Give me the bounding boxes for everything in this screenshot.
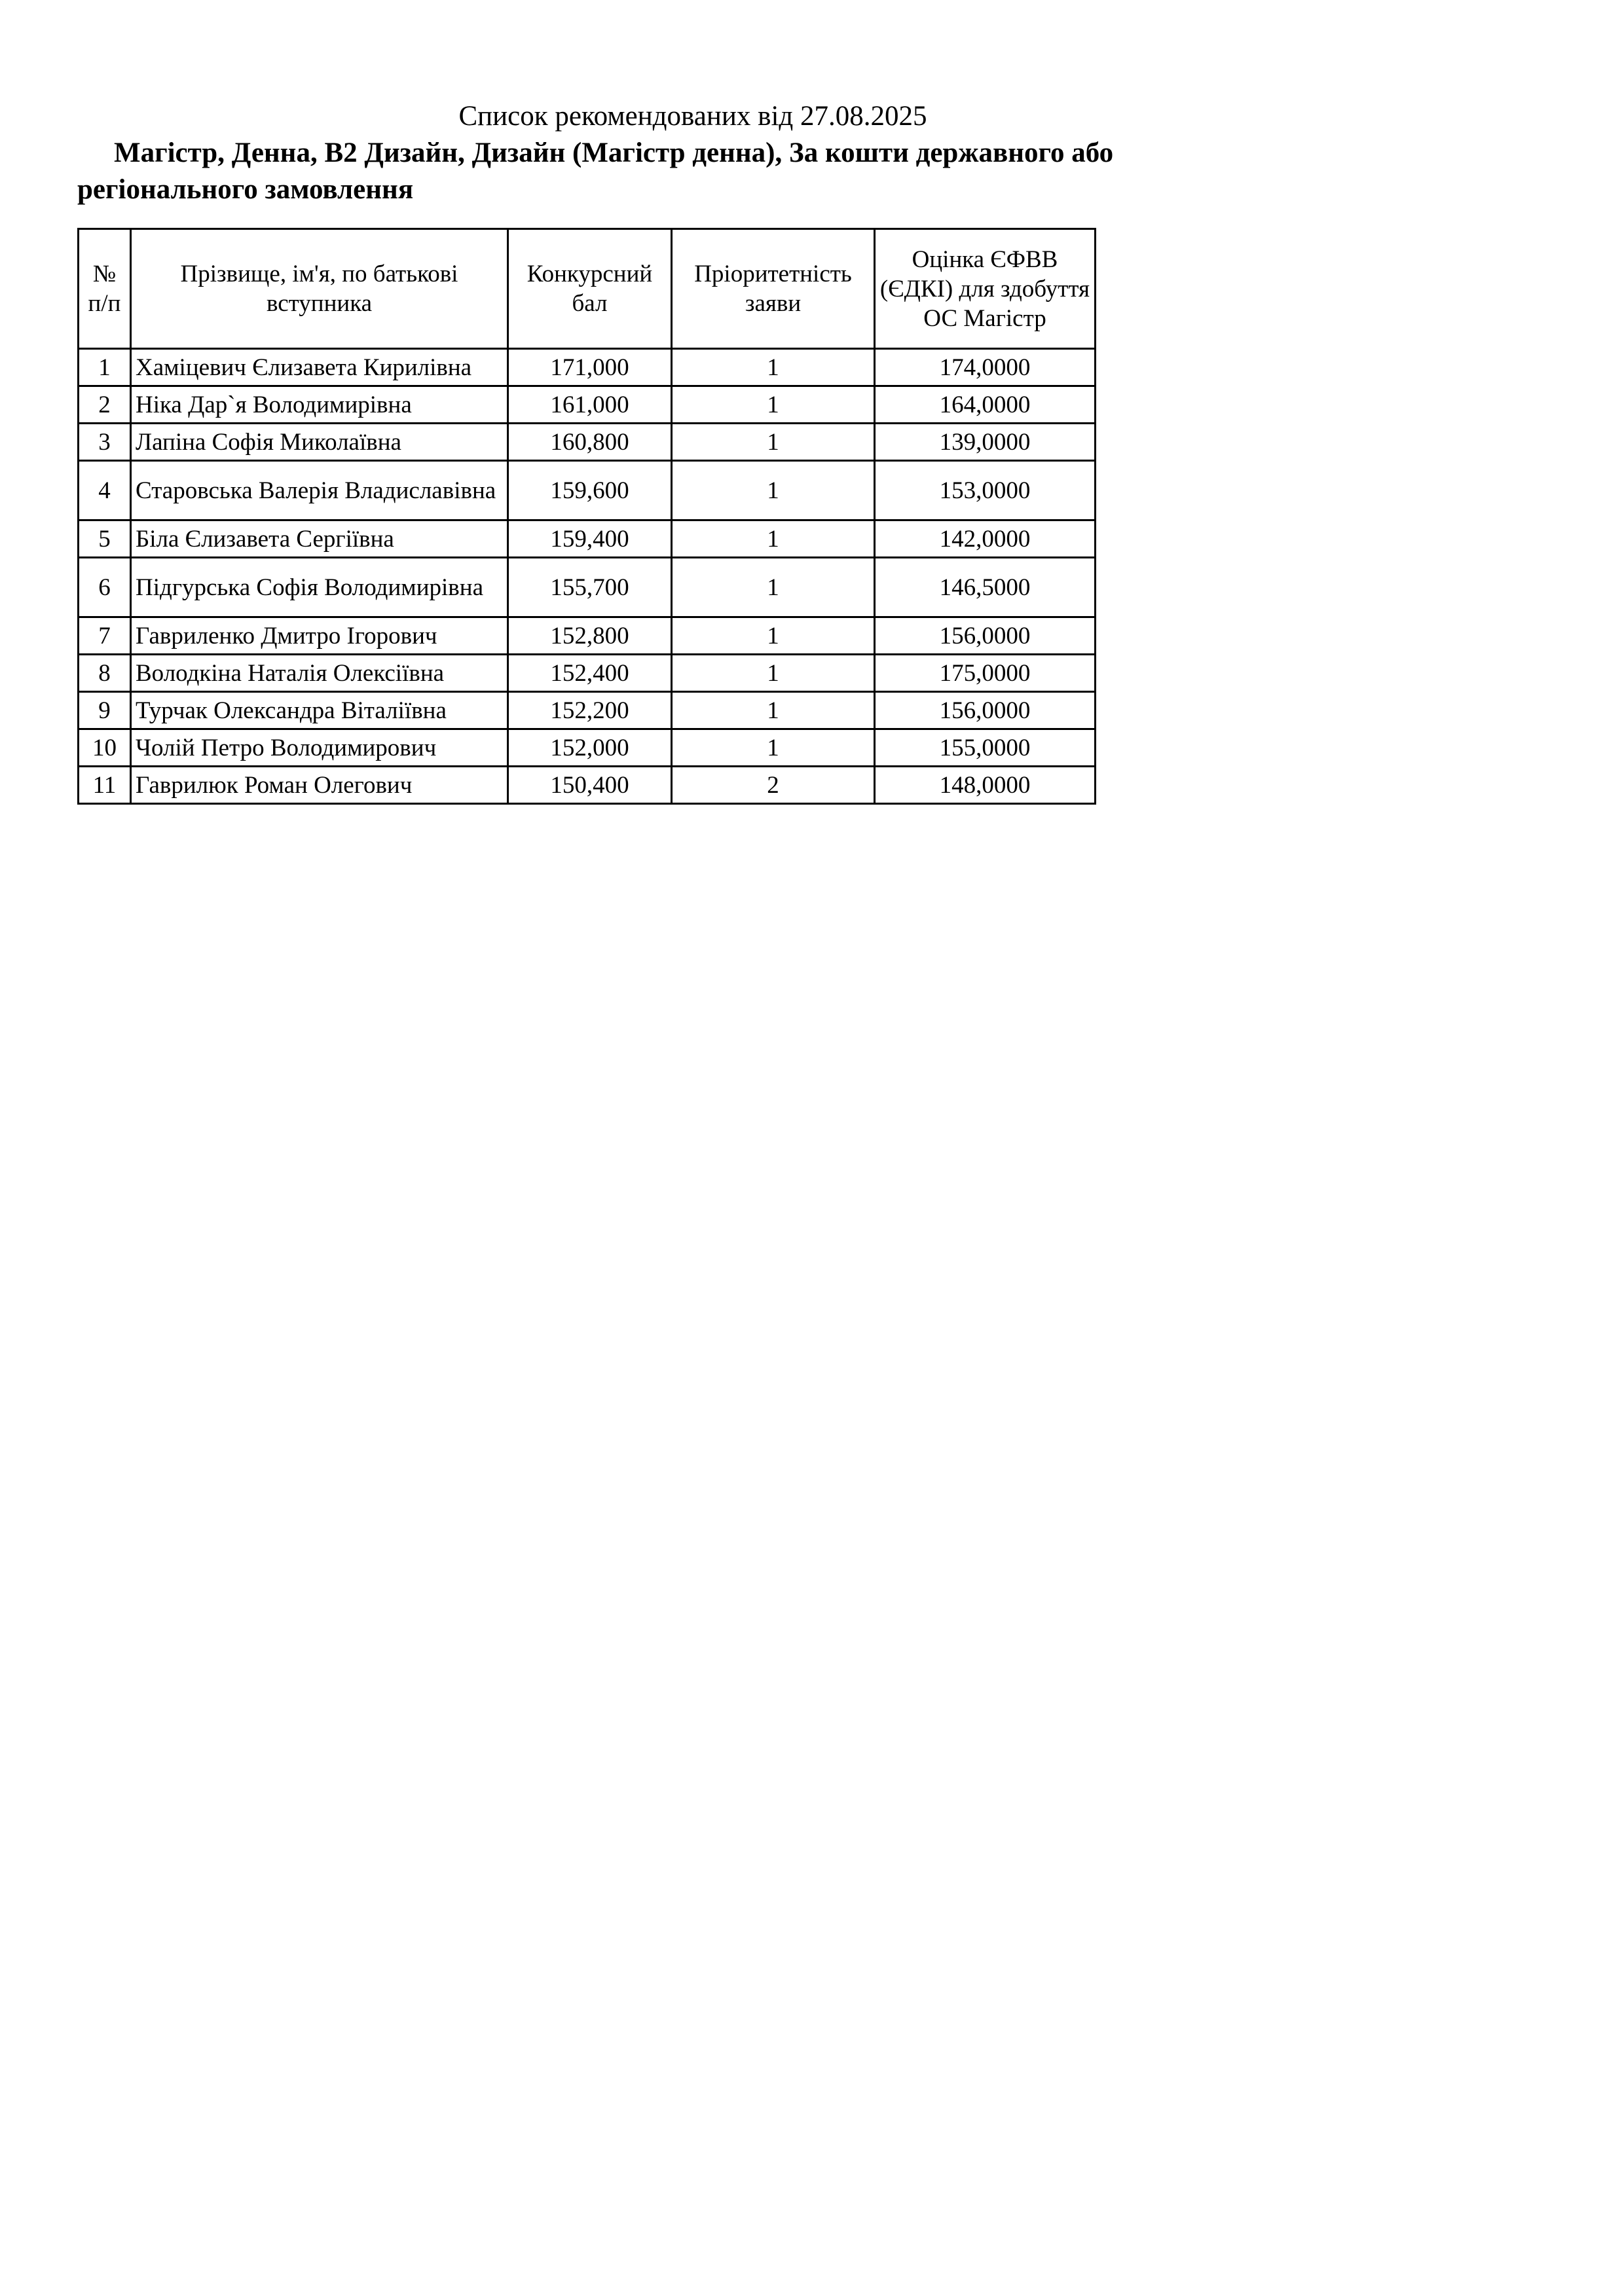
applicant-name: Гавриленко Дмитро Ігорович bbox=[131, 617, 508, 655]
row-number: 7 bbox=[79, 617, 131, 655]
exam-evaluation: 174,0000 bbox=[875, 349, 1096, 386]
competitive-score: 161,000 bbox=[508, 386, 672, 424]
table-row bbox=[79, 349, 1096, 386]
table-row bbox=[79, 767, 1096, 804]
column-header-number: № п/п bbox=[79, 229, 131, 349]
row-number: 11 bbox=[79, 767, 131, 804]
document-title: Список рекомендованих від 27.08.2025 bbox=[458, 101, 927, 132]
applicant-name: Ніка Дар`я Володимирівна bbox=[131, 386, 508, 424]
column-header-name: Прізвище, ім'я, по батькові вступника bbox=[131, 229, 508, 349]
exam-evaluation: 175,0000 bbox=[875, 655, 1096, 692]
applicant-name: Хаміцевич Єлизавета Кирилівна bbox=[131, 349, 508, 386]
application-priority: 1 bbox=[672, 461, 875, 520]
row-number: 5 bbox=[79, 520, 131, 558]
application-priority: 1 bbox=[672, 424, 875, 461]
applicant-name: Підгурська Софія Володимирівна bbox=[131, 558, 508, 617]
applicant-name: Гаврилюк Роман Олегович bbox=[131, 767, 508, 804]
applicant-name: Володкіна Наталія Олексіївна bbox=[131, 655, 508, 692]
competitive-score: 171,000 bbox=[508, 349, 672, 386]
competitive-score: 150,400 bbox=[508, 767, 672, 804]
applicant-name: Біла Єлизавета Сергіївна bbox=[131, 520, 508, 558]
applicant-name: Лапіна Софія Миколаївна bbox=[131, 424, 508, 461]
application-priority: 1 bbox=[672, 617, 875, 655]
exam-evaluation: 164,0000 bbox=[875, 386, 1096, 424]
recommended-list-table bbox=[77, 228, 1096, 805]
table-header-row bbox=[79, 229, 1096, 349]
application-priority: 1 bbox=[672, 558, 875, 617]
applicant-name: Турчак Олександра Віталіївна bbox=[131, 692, 508, 729]
competitive-score: 160,800 bbox=[508, 424, 672, 461]
competitive-score: 152,800 bbox=[508, 617, 672, 655]
table-row bbox=[79, 558, 1096, 617]
column-header-score: Конкурсний бал bbox=[508, 229, 672, 349]
application-priority: 2 bbox=[672, 767, 875, 804]
row-number: 9 bbox=[79, 692, 131, 729]
competitive-score: 152,000 bbox=[508, 729, 672, 767]
competitive-score: 159,600 bbox=[508, 461, 672, 520]
application-priority: 1 bbox=[672, 655, 875, 692]
row-number: 4 bbox=[79, 461, 131, 520]
exam-evaluation: 142,0000 bbox=[875, 520, 1096, 558]
document-header bbox=[77, 98, 1151, 208]
competitive-score: 152,400 bbox=[508, 655, 672, 692]
exam-evaluation: 139,0000 bbox=[875, 424, 1096, 461]
row-number: 10 bbox=[79, 729, 131, 767]
applicant-name: Старовська Валерія Владиславівна bbox=[131, 461, 508, 520]
row-number: 3 bbox=[79, 424, 131, 461]
exam-evaluation: 156,0000 bbox=[875, 692, 1096, 729]
table-row bbox=[79, 386, 1096, 424]
exam-evaluation: 146,5000 bbox=[875, 558, 1096, 617]
column-header-evaluation: Оцінка ЄФВВ (ЄДКІ) для здобуття ОС Магістр bbox=[875, 229, 1096, 349]
row-number: 2 bbox=[79, 386, 131, 424]
application-priority: 1 bbox=[672, 520, 875, 558]
row-number: 1 bbox=[79, 349, 131, 386]
column-header-priority: Пріоритетність заяви bbox=[672, 229, 875, 349]
competitive-score: 159,400 bbox=[508, 520, 672, 558]
application-priority: 1 bbox=[672, 729, 875, 767]
exam-evaluation: 156,0000 bbox=[875, 617, 1096, 655]
row-number: 6 bbox=[79, 558, 131, 617]
table-row bbox=[79, 424, 1096, 461]
competitive-score: 155,700 bbox=[508, 558, 672, 617]
exam-evaluation: 148,0000 bbox=[875, 767, 1096, 804]
applicant-name: Чолій Петро Володимирович bbox=[131, 729, 508, 767]
table-row bbox=[79, 617, 1096, 655]
competitive-score: 152,200 bbox=[508, 692, 672, 729]
application-priority: 1 bbox=[672, 692, 875, 729]
table-row bbox=[79, 461, 1096, 520]
table-row bbox=[79, 520, 1096, 558]
application-priority: 1 bbox=[672, 386, 875, 424]
document-subtitle: Магістр, Денна, B2 Дизайн, Дизайн (Магістр денна), За кошти державного або регіонального замовлення bbox=[77, 137, 1114, 205]
application-priority: 1 bbox=[672, 349, 875, 386]
exam-evaluation: 155,0000 bbox=[875, 729, 1096, 767]
table-row bbox=[79, 655, 1096, 692]
exam-evaluation: 153,0000 bbox=[875, 461, 1096, 520]
table-row bbox=[79, 692, 1096, 729]
row-number: 8 bbox=[79, 655, 131, 692]
table-row bbox=[79, 729, 1096, 767]
